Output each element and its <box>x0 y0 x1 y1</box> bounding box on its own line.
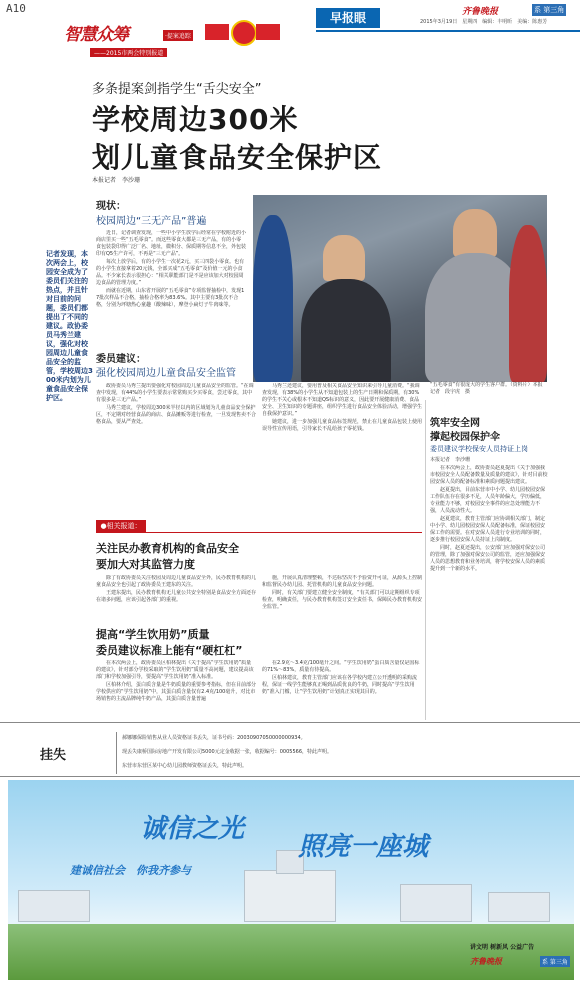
lost-found-rule-bottom <box>0 776 580 777</box>
right-story-title-line2: 撑起校园保护伞 <box>430 432 500 443</box>
paragraph: 在本次两会上，政协委员赵夏提出《关于加强我市校园安全人员配备数量及质量的建议》，针对目前校园安保人员的配备标准和素质问题提出建议。 <box>430 465 548 485</box>
related-story1-title-line1: 关注民办教育机构的食品安全 <box>96 542 239 555</box>
related-story2-title-line2: 委员建议标准上能有“硬杠杠” <box>96 644 243 657</box>
suggestion-section-title: 强化校园周边儿童食品安全监管 <box>96 368 236 379</box>
related-story1-body-left <box>96 575 256 619</box>
building <box>18 890 90 922</box>
paragraph: 同时，赵夏还提出，公安部门应加强对保安公司的管理，除了加强对保安公司的监管，还应加强保安人员的思想教育和业务培训，将学校安保人员的素质提升到一个新的水平。 <box>430 545 546 572</box>
section-tag: 早报眼 <box>316 8 380 28</box>
status-section-label: 现状： <box>96 201 126 212</box>
related-story2-body-right <box>262 660 422 720</box>
paragraph: 赵夏建议，教育主管部门应协调相关部门，制定中小学、幼儿园校园安保人员配备标准，保证校园安保工作的需要。在对安保人员进行专业培训的同时，逐步推行校园安保人员持证上岗制度。 <box>430 516 546 543</box>
right-story-subtitle: 委员建议学校保安人员持证上岗 <box>430 445 528 453</box>
status-section-body <box>96 230 246 348</box>
paragraph: 近日，记者调查发现，一些中小学生放学后经常在学校附近的小商店里买一些“五毛零食”。而这些零食大都是三无产品，有的小零食包装袋印得广泛厂名、地址，微积分、保质期等信息不全，外包装印有Q5生产许可，不再是“三无产品”。 <box>96 230 246 257</box>
paragraph: 政协委员马秀兰提出要强化对校园周边儿童食品安全的监管。“在调查中发现，有44%的小学生要表示常常购买少买零食，尝过零食，其中有很多是三无产品。” <box>96 383 254 403</box>
related-reports-tag: ●相关报道： <box>96 520 146 532</box>
paragraph: 每次上放学后，有的小学生一次花2元，买三四袋小零食。也有的小学生直接拿着20元钱，全部买成“五毛零食”及价值一元的小食品。不少家长表示很担心：“相关职能部门是不是应该加大对校园周边食品的管理力度。” <box>96 259 245 286</box>
ad-newspaper-series-badge: 系 第三角 <box>540 956 570 967</box>
side-column-summary: 记者发现，本次两会上，校园安全成为了委员们关注的热点，并且针对目前的问题，委员们都提出了不同的建议。政协委员马秀兰建议，强化对校园周边儿童食品安全的监管，学校周边300米内划为儿童食品安全保护区。 <box>46 250 93 402</box>
suggestion-section-label: 委员建议： <box>96 354 146 365</box>
article-kicker: 多条提案剑指学生“舌尖安全” <box>92 82 262 97</box>
paragraph: 同时，有关部门要建立健全安全制度，“有关部门可以定期组织专项检查，明确责任，与民办教育机构签订安全责任书，保障民办教育机构安全监管。” <box>262 590 422 610</box>
ad-slogan: 建诚信社会 你我齐参与 <box>70 864 191 877</box>
lost-found-label: 挂失 <box>40 748 67 763</box>
related-story1-title-line2: 要加大对其监管力度 <box>96 558 195 571</box>
flag-icon <box>256 24 280 40</box>
right-story-body <box>430 465 548 720</box>
lost-found-notice: 现丢失康桥国际房地产开发有限公司5000元定金收据一张，收据编号：0005566，特此声明。 <box>122 749 332 755</box>
newspaper-logo: 齐鲁晚报 <box>462 7 499 17</box>
paragraph: 除了有政协委员关注校园及周边儿童食品安全外，民办教育机构的儿童食品安全也引起了政协委员王建东的关注。 <box>96 575 256 588</box>
dateline: 2015年3月19日 星期四 编辑：丰明昕 美编：陈惠芳 <box>420 19 548 25</box>
paragraph: 她建议，进一步加强儿童食品标签规范，禁止在儿童食品包装上使用误导性宣传用语，引导家长不乱给孩子零花钱。 <box>262 419 422 432</box>
paragraph: 王建东提出，民办教育机构无儿童公共安全特别是食品安全方面还存在诸多问题，应该引起各部门的重视。 <box>96 590 256 603</box>
paragraph: 区柏林介绍，蛋白质含量是牛奶质量的重要参考指标，但在目前部分学校供应的“学生饮用奶”中，其蛋白质含量仅有2.4克/100毫升，对比市场销售的主流品牌纯牛奶产品，其蛋白质含量普遍 <box>96 682 256 702</box>
lost-found-notice: 东营市东营区某中心幼儿园教师资格证丢失，特此声明。 <box>122 763 248 769</box>
ad-newspaper-logo: 齐鲁晚报 <box>470 957 502 966</box>
paragraph: 区柏林建议，教育主管部门应该在各学校内建立公开透明的采购流程，保证一线学生能够真正喝到品质优良的牛奶，同时提高“学生饮用奶”准入门槛，让“学生饮用奶”计划真正实现其目的。 <box>262 675 418 695</box>
related-story2-body-left <box>96 660 256 720</box>
column-brand-title: 智慧众筹 <box>64 25 128 45</box>
paragraph: 在本次两会上，政协委员区柏林提出《关于提高“学生饮用奶”质量的建议》，针对部分学校采取的“学生饮用奶”质量不高问题，建议提高该部门和学校加强引导，要提高“学生饮用奶”准入标准。 <box>96 660 254 680</box>
page-number: A10 <box>6 2 26 15</box>
child-jacket <box>301 279 391 382</box>
lost-found-notice: 郝娜娜保险销售从业人员资格证书丢失，证书号码：20030907050000000934。 <box>122 735 306 741</box>
article-headline-line1: 学校周边300米 <box>92 103 299 136</box>
article-byline: 本报记者 李沙珊 <box>92 177 141 184</box>
column-brand-subtitle: ——2015市两会特别报道 <box>90 48 167 57</box>
building <box>400 884 472 922</box>
ad-headline-part1: 诚信之光 <box>140 814 245 844</box>
city-hall-building <box>244 870 336 922</box>
paragraph: 马秀兰还建议，要用普及相关食品安全知识来引导儿童消费。“我调查发现，有38%的小学生从不知道包装上的生产日期和保质期，有30%的学生不关心或根本不知道QS标识的意义，因此要开展健康消费、食品安全、卫生知识的专题讲座，组织学生进行食品安全体验活动，增强学生自我保护意识。” <box>262 383 422 417</box>
related-rule <box>96 532 422 533</box>
article-headline-line2: 划儿童食品安全保护区 <box>92 141 383 174</box>
news-photo <box>253 195 547 382</box>
paragraph: 马秀兰建议，学校周边300米半径以内的区域划为儿童食品安全保护区，不定期对经营食品的商店、食品摊贩等进行检查，一旦发现售卖不合格食品，要从严查处。 <box>96 405 256 425</box>
right-story-title-line1: 筑牢安全网 <box>430 418 480 429</box>
flag-icon <box>205 24 229 40</box>
lost-found-divider <box>116 732 117 774</box>
status-section-title: 校园周边“三无产品”普遍 <box>96 216 207 227</box>
paragraph: 施，开展认真清理整顿，不达标坚决不予验资开可证，从源头上控制和监督民办幼儿园、托管机构的儿童食品安全问题。 <box>262 575 422 588</box>
child-face <box>323 235 365 281</box>
emblem-icon <box>231 20 257 46</box>
lost-found-rule-top <box>0 722 580 723</box>
building <box>488 892 550 922</box>
bystander <box>509 225 547 382</box>
child-face <box>453 209 497 257</box>
suggestion-section-body-left <box>96 383 256 501</box>
related-story2-title-line1: 提高“学生饮用奶”质量 <box>96 628 210 641</box>
column-brand-badge: ·提案追踪 <box>163 30 193 41</box>
paragraph: 在2.9克～3.4克/100毫升之间。“学生饮用奶”蛋白质含量仅是国标的71%～83%，质量有待提高。 <box>262 660 420 673</box>
newspaper-series-badge: 系 第三角 <box>534 6 565 14</box>
suggestion-section-body-right <box>262 383 422 501</box>
bystander <box>253 215 293 382</box>
paragraph: 而就在近期，山东省开展的“五毛零食”专项监督抽检中，发现17批次样品不合格，抽检合格率为83.6%。其中主要有3批次不合格，分别为坪塘热心童趣（酸辣味），摩登小扁灯子牛肉味等。 <box>96 288 245 308</box>
paragraph: 赵夏提出，目前东营市中小学、幼儿园校园安保工作队伍存在很多不足，人员年龄偏大，学历偏低，专业能力不够，对校园安全事件的应急处理能力不强，人员流动性大。 <box>430 487 546 514</box>
column-divider <box>425 400 426 720</box>
photo-caption: “五毛零食”有很庞大的学生客户群。（资料片）本报记者 段宇虎 摄 <box>430 382 543 395</box>
header-rule <box>316 30 580 32</box>
right-story-byline: 本报记者 李沙珊 <box>430 457 471 463</box>
ad-footer: 讲文明 树新风 公益广告 <box>470 944 535 951</box>
related-story1-body-right <box>262 575 422 619</box>
ad-headline-part2: 照亮一座城 <box>298 832 429 862</box>
